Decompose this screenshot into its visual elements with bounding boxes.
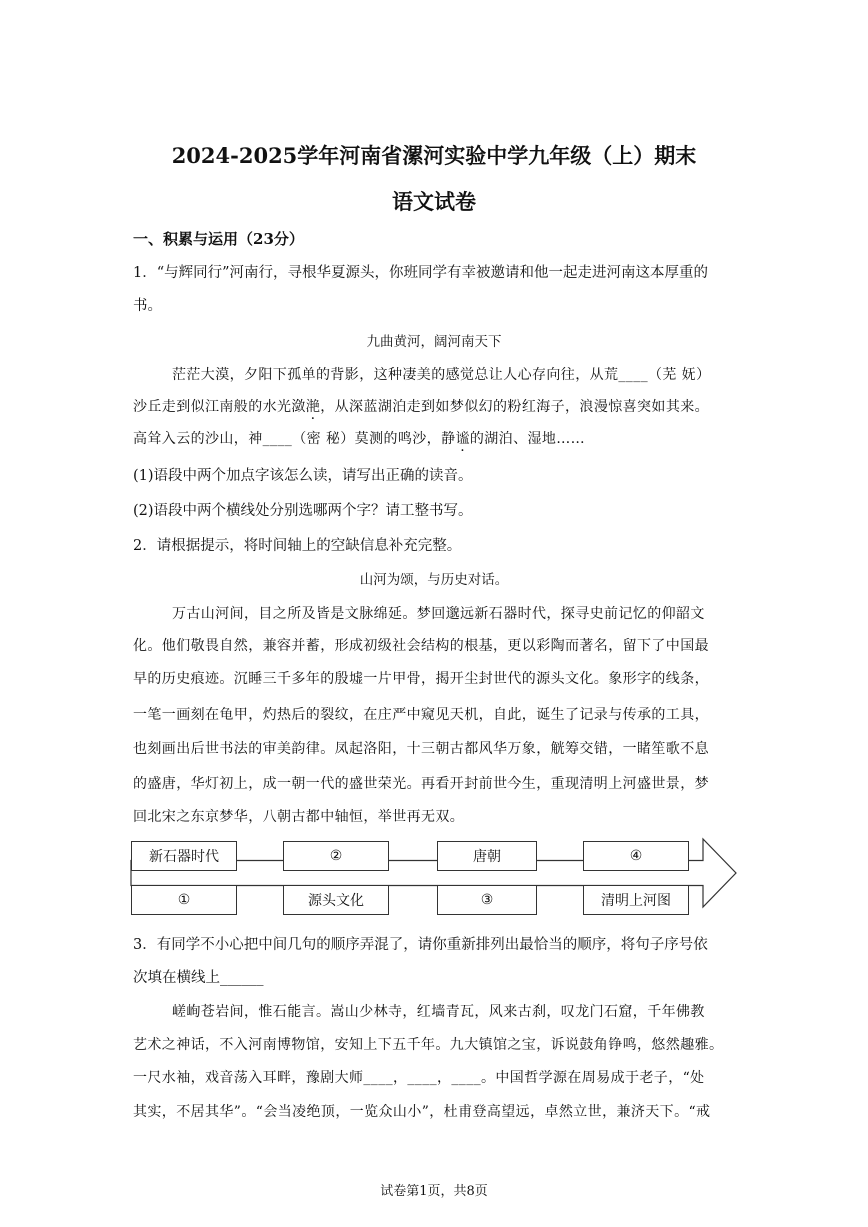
q1-passage-line3: 高耸入云的沙山，神____（密 秘）莫测的鸣沙，静谧的湖泊、湿地…… (133, 431, 586, 447)
q2-passage-line: 一笔一画刻在龟甲，灼热后的裂纹，在庄严中窥见天机，自此，诞生了记录与传承的工具， (133, 707, 709, 723)
q3-passage-line: 艺术之神话，不入河南博物馆，安知上下五千年。九大镇馆之宝，诉说鼓角铮鸣，悠然趣雅。 (133, 1037, 724, 1053)
q2-passage-line: 万古山河间，目之所及皆是文脉绵延。梦回邈远新石器时代，探寻史前记忆的仰韶文 (172, 606, 705, 622)
exam-title-line1: 2024-2025学年河南省漯河实验中学九年级（上）期末 (171, 143, 697, 168)
timeline-box-top-4[interactable]: ④ (583, 841, 689, 871)
exam-title-line2: 语文试卷 (392, 189, 476, 214)
timeline-box-bottom-4: 清明上河图 (583, 885, 689, 915)
q3-passage-line: 嵯峋苍岩间，惟石能言。嵩山少林寺，红墙青瓦，风来古刹，叹龙门石窟，千年佛教 (172, 1004, 705, 1020)
q3-stem-line2: 次填在横线上______ (133, 970, 264, 986)
blank-1[interactable]: ____ (618, 367, 649, 383)
q3-passage-line: 一尺水袖，戏音荡入耳畔，豫剧大师____，____，____。中国哲学源在周易成于老子，“处 (133, 1070, 705, 1086)
timeline-box-bottom-2: 源头文化 (283, 885, 389, 915)
blank-2[interactable]: ____ (262, 431, 293, 447)
q2-passage-line: 也刻画出后世书法的审美韵律。凤起洛阳，十三朝古都风华万象，觥筹交错，一睹笙歌不息 (133, 741, 709, 757)
q1-stem-line2: 书。 (133, 298, 162, 314)
q2-stem: 2．请根据提示，将时间轴上的空缺信息补充完整。 (133, 538, 462, 554)
q1-caption: 九曲黄河，阔河南天下 (366, 334, 502, 350)
q2-passage-line: 化。他们敬畏自然，兼容并蓄，形成初级社会结构的根基，更以彩陶而著名，留下了中国最 (133, 638, 709, 654)
dotted-char-1: 滟 (305, 399, 321, 415)
timeline-box-bottom-1[interactable]: ① (131, 885, 237, 915)
timeline-box-top-1: 新石器时代 (131, 841, 237, 871)
q2-passage-line: 回北宋之东京梦华，八朝古都中轴恒，举世再无双。 (133, 809, 465, 825)
q1-passage-line1: 茫茫大漠，夕阳下孤单的背影，这种凄美的感觉总让人心存向往，从荒____（芜 妩） (172, 367, 711, 383)
q1-passage-line2: 沙丘走到似江南般的水光潋滟，从深蓝湖泊走到如梦似幻的粉红海子，浪漫惊喜突如其来。 (133, 399, 710, 415)
q3-passage-line: 其实，不居其华”。“会当凌绝顶，一览众山小”，杜甫登高望远，卓然立世，兼济天下。“戒 (133, 1104, 711, 1120)
timeline-box-bottom-3[interactable]: ③ (437, 885, 537, 915)
page-footer: 试卷第1页，共8页 (380, 1184, 488, 1199)
q1-sub1: (1)语段中两个加点字该怎么读，请写出正确的读音。 (133, 468, 473, 484)
q1-stem-line1: 1．“与辉同行”河南行，寻根华夏源头，你班同学有幸被邀请和他一起走进河南这本厚重的 (133, 265, 709, 281)
q2-passage-line: 的盛唐，华灯初上，成一朝一代的盛世荣光。再看开封前世今生，重现清明上河盛世景，梦 (133, 776, 709, 792)
section-heading: 一、积累与运用（23分） (133, 230, 304, 248)
q3-stem-line1: 3．有同学不小心把中间几句的顺序弄混了，请你重新排列出最恰当的顺序，将句子序号依 (133, 937, 708, 953)
q1-sub2: (2)语段中两个横线处分别选哪两个字？请工整书写。 (133, 503, 473, 519)
q2-caption: 山河为颂，与历史对话。 (359, 572, 509, 588)
dotted-char-2: 谧 (455, 431, 470, 447)
timeline-box-top-3: 唐朝 (437, 841, 537, 871)
timeline-box-top-2[interactable]: ② (283, 841, 389, 871)
q2-passage-line: 早的历史痕迹。沉睡三千多年的殷墟一片甲骨，揭开尘封世代的源头文化。象形字的线条， (133, 671, 709, 687)
